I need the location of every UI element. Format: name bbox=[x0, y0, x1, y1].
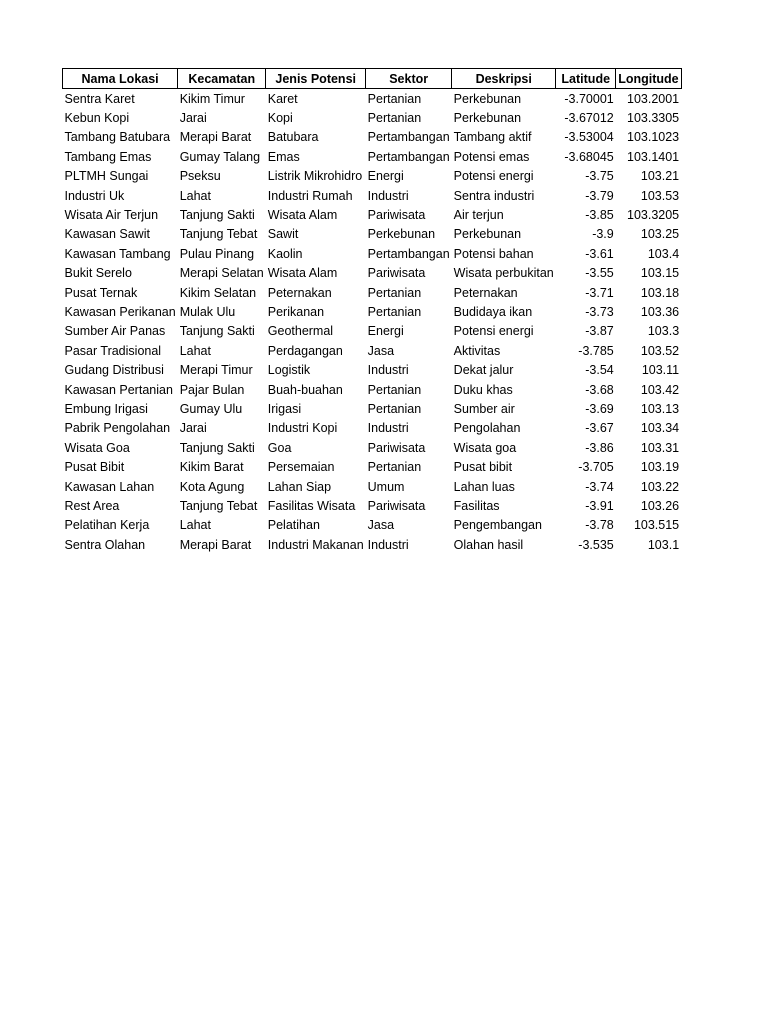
table-row bbox=[63, 399, 682, 418]
cell-latitude[interactable]: -3.69 bbox=[585, 401, 614, 416]
cell-latitude[interactable]: -3.74 bbox=[585, 479, 614, 494]
cell-longitude[interactable]: 103.21 bbox=[640, 169, 680, 184]
cell-jenis-potensi[interactable]: Batubara bbox=[267, 130, 319, 145]
table-row bbox=[63, 341, 682, 360]
cell-latitude[interactable]: -3.86 bbox=[585, 440, 614, 455]
cell-sektor[interactable]: Pertambangan bbox=[367, 246, 450, 261]
cell-longitude[interactable]: 103.1401 bbox=[627, 149, 680, 164]
header-nama-lokasi[interactable]: Nama Lokasi bbox=[63, 69, 178, 89]
cell-longitude[interactable]: 103.2001 bbox=[627, 91, 680, 106]
cell-kecamatan[interactable]: Merapi Selatan bbox=[179, 266, 264, 281]
cell-latitude[interactable]: -3.61 bbox=[585, 246, 614, 261]
cell-jenis-potensi[interactable]: Industri Makanan bbox=[267, 537, 364, 552]
cell-longitude[interactable]: 103.4 bbox=[647, 246, 680, 261]
cell-nama-lokasi[interactable]: Kawasan Tambang bbox=[64, 246, 171, 261]
table-row bbox=[63, 419, 682, 438]
cell-sektor[interactable]: Pertanian bbox=[367, 401, 422, 416]
cell-latitude[interactable]: -3.75 bbox=[585, 169, 614, 184]
cell-latitude[interactable]: -3.67 bbox=[585, 421, 614, 436]
cell-deskripsi[interactable]: Sentra industri bbox=[453, 188, 535, 203]
table-row bbox=[63, 167, 682, 186]
table-row bbox=[63, 89, 682, 109]
cell-sektor[interactable]: Pertanian bbox=[367, 285, 422, 300]
cell-nama-lokasi[interactable]: Sentra Karet bbox=[64, 91, 135, 106]
table-row bbox=[63, 108, 682, 127]
cell-deskripsi[interactable]: Potensi emas bbox=[453, 149, 530, 164]
cell-longitude[interactable]: 103.15 bbox=[640, 266, 680, 281]
table-row bbox=[63, 205, 682, 224]
cell-deskripsi[interactable]: Potensi bahan bbox=[453, 246, 534, 261]
cell-jenis-potensi[interactable]: Industri Kopi bbox=[267, 421, 338, 436]
cell-deskripsi[interactable]: Potensi energi bbox=[453, 169, 534, 184]
cell-kecamatan[interactable]: Gumay Ulu bbox=[179, 401, 243, 416]
cell-sektor[interactable]: Industri bbox=[367, 188, 409, 203]
header-deskripsi[interactable]: Deskripsi bbox=[452, 69, 556, 89]
cell-sektor[interactable]: Pertambangan bbox=[367, 130, 450, 145]
cell-nama-lokasi[interactable]: Sentra Olahan bbox=[64, 537, 146, 552]
cell-latitude[interactable]: -3.70001 bbox=[564, 91, 614, 106]
cell-deskripsi[interactable]: Budidaya ikan bbox=[453, 304, 533, 319]
cell-deskripsi[interactable]: Aktivitas bbox=[453, 343, 501, 358]
cell-longitude[interactable]: 103.36 bbox=[640, 304, 680, 319]
cell-kecamatan[interactable]: Pajar Bulan bbox=[179, 382, 245, 397]
table-row bbox=[63, 225, 682, 244]
cell-nama-lokasi[interactable]: Bukit Serelo bbox=[64, 266, 132, 281]
cell-nama-lokasi[interactable]: Kawasan Sawit bbox=[64, 227, 150, 242]
cell-kecamatan[interactable]: Kikim Barat bbox=[179, 460, 244, 475]
header-sektor[interactable]: Sektor bbox=[366, 69, 452, 89]
cell-nama-lokasi[interactable]: Tambang Emas bbox=[64, 149, 152, 164]
cell-nama-lokasi[interactable]: Pabrik Pengolahan bbox=[64, 421, 171, 436]
cell-kecamatan[interactable]: Gumay Talang bbox=[179, 149, 261, 164]
cell-longitude[interactable]: 103.26 bbox=[640, 498, 680, 513]
table-row bbox=[63, 380, 682, 399]
header-latitude[interactable]: Latitude bbox=[556, 69, 616, 89]
cell-jenis-potensi[interactable]: Industri Rumah bbox=[267, 188, 353, 203]
cell-sektor[interactable]: Energi bbox=[367, 324, 404, 339]
cell-longitude[interactable]: 103.25 bbox=[640, 227, 680, 242]
cell-sektor[interactable]: Pertanian bbox=[367, 460, 422, 475]
cell-sektor[interactable]: Pariwisata bbox=[367, 498, 426, 513]
cell-longitude[interactable]: 103.18 bbox=[640, 285, 680, 300]
cell-jenis-potensi[interactable]: Peternakan bbox=[267, 285, 332, 300]
cell-jenis-potensi[interactable]: Karet bbox=[267, 91, 298, 106]
cell-latitude[interactable]: -3.54 bbox=[585, 363, 614, 378]
cell-sektor[interactable]: Pertanian bbox=[367, 111, 422, 126]
cell-nama-lokasi[interactable]: Embung Irigasi bbox=[64, 401, 148, 416]
cell-jenis-potensi[interactable]: Pelatihan bbox=[267, 518, 320, 533]
cell-jenis-potensi[interactable]: Logistik bbox=[267, 363, 311, 378]
cell-deskripsi[interactable]: Perkebunan bbox=[453, 227, 522, 242]
table-row bbox=[63, 283, 682, 302]
cell-sektor[interactable]: Pertanian bbox=[367, 382, 422, 397]
cell-kecamatan[interactable]: Pseksu bbox=[179, 169, 221, 184]
cell-jenis-potensi[interactable]: Lahan Siap bbox=[267, 479, 332, 494]
cell-sektor[interactable]: Jasa bbox=[367, 518, 395, 533]
cell-longitude[interactable]: 103.34 bbox=[640, 421, 680, 436]
cell-jenis-potensi[interactable]: Kaolin bbox=[267, 246, 303, 261]
cell-kecamatan[interactable]: Kota Agung bbox=[179, 479, 245, 494]
cell-latitude[interactable]: -3.68045 bbox=[564, 149, 614, 164]
cell-longitude[interactable]: 103.31 bbox=[640, 440, 680, 455]
table-row bbox=[63, 264, 682, 283]
cell-longitude[interactable]: 103.42 bbox=[640, 382, 680, 397]
cell-latitude[interactable]: -3.55 bbox=[585, 266, 614, 281]
cell-jenis-potensi[interactable]: Sawit bbox=[267, 227, 299, 242]
cell-deskripsi[interactable]: Pengolahan bbox=[453, 421, 521, 436]
cell-latitude[interactable]: -3.67012 bbox=[564, 111, 614, 126]
table-row bbox=[63, 147, 682, 166]
cell-kecamatan[interactable]: Tanjung Sakti bbox=[179, 208, 255, 223]
cell-kecamatan[interactable]: Merapi Barat bbox=[179, 537, 252, 552]
cell-jenis-potensi[interactable]: Fasilitas Wisata bbox=[267, 498, 356, 513]
cell-longitude[interactable]: 103.19 bbox=[640, 460, 680, 475]
cell-kecamatan[interactable]: Mulak Ulu bbox=[179, 304, 236, 319]
cell-kecamatan[interactable]: Jarai bbox=[179, 111, 207, 126]
table-row bbox=[63, 496, 682, 515]
cell-deskripsi[interactable]: Pusat bibit bbox=[453, 460, 513, 475]
cell-sektor[interactable]: Industri bbox=[367, 537, 409, 552]
cell-latitude[interactable]: -3.87 bbox=[585, 324, 614, 339]
cell-sektor[interactable]: Umum bbox=[367, 479, 405, 494]
cell-deskripsi[interactable]: Air terjun bbox=[453, 208, 504, 223]
cell-sektor[interactable]: Perkebunan bbox=[367, 227, 436, 242]
cell-latitude[interactable]: -3.78 bbox=[585, 518, 614, 533]
table-row bbox=[63, 302, 682, 321]
cell-kecamatan[interactable]: Kikim Selatan bbox=[179, 285, 257, 300]
cell-kecamatan[interactable]: Kikim Timur bbox=[179, 91, 245, 106]
cell-longitude[interactable]: 103.13 bbox=[640, 401, 680, 416]
cell-sektor[interactable]: Pertambangan bbox=[367, 149, 450, 164]
cell-sektor[interactable]: Jasa bbox=[367, 343, 395, 358]
cell-deskripsi[interactable]: Duku khas bbox=[453, 382, 513, 397]
cell-jenis-potensi[interactable]: Wisata Alam bbox=[267, 266, 338, 281]
header-jenis-potensi[interactable]: Jenis Potensi bbox=[266, 69, 366, 89]
cell-latitude[interactable]: -3.79 bbox=[585, 188, 614, 203]
cell-sektor[interactable]: Energi bbox=[367, 169, 404, 184]
cell-kecamatan[interactable]: Merapi Timur bbox=[179, 363, 253, 378]
cell-nama-lokasi[interactable]: Wisata Goa bbox=[64, 440, 130, 455]
cell-kecamatan[interactable]: Lahat bbox=[179, 343, 211, 358]
table-row bbox=[63, 322, 682, 341]
cell-sektor[interactable]: Pariwisata bbox=[367, 440, 426, 455]
cell-latitude[interactable]: -3.785 bbox=[578, 343, 614, 358]
cell-nama-lokasi[interactable]: Sumber Air Panas bbox=[64, 324, 166, 339]
cell-kecamatan[interactable]: Tanjung Tebat bbox=[179, 498, 258, 513]
cell-latitude[interactable]: -3.9 bbox=[592, 227, 614, 242]
cell-nama-lokasi[interactable]: Pasar Tradisional bbox=[64, 343, 162, 358]
cell-nama-lokasi[interactable]: Kebun Kopi bbox=[64, 111, 130, 126]
cell-latitude[interactable]: -3.91 bbox=[585, 498, 614, 513]
cell-deskripsi[interactable]: Tambang aktif bbox=[453, 130, 532, 145]
cell-kecamatan[interactable]: Tanjung Tebat bbox=[179, 227, 258, 242]
cell-jenis-potensi[interactable]: Wisata Alam bbox=[267, 208, 338, 223]
cell-kecamatan[interactable]: Tanjung Sakti bbox=[179, 324, 255, 339]
cell-nama-lokasi[interactable]: Pusat Ternak bbox=[64, 285, 138, 300]
cell-nama-lokasi[interactable]: Kawasan Lahan bbox=[64, 479, 155, 494]
cell-jenis-potensi[interactable]: Goa bbox=[267, 440, 292, 455]
table-row bbox=[63, 477, 682, 496]
cell-nama-lokasi[interactable]: Kawasan Perikanan bbox=[64, 304, 176, 319]
cell-jenis-potensi[interactable]: Buah-buahan bbox=[267, 382, 343, 397]
cell-deskripsi[interactable]: Dekat jalur bbox=[453, 363, 514, 378]
cell-longitude[interactable]: 103.3 bbox=[647, 324, 680, 339]
cell-jenis-potensi[interactable]: Geothermal bbox=[267, 324, 334, 339]
cell-longitude[interactable]: 103.515 bbox=[633, 518, 680, 533]
cell-deskripsi[interactable]: Olahan hasil bbox=[453, 537, 524, 552]
cell-nama-lokasi[interactable]: Wisata Air Terjun bbox=[64, 208, 159, 223]
cell-kecamatan[interactable]: Pulau Pinang bbox=[179, 246, 255, 261]
cell-sektor[interactable]: Pertanian bbox=[367, 304, 422, 319]
table-row bbox=[63, 244, 682, 263]
cell-nama-lokasi[interactable]: Rest Area bbox=[64, 498, 120, 513]
cell-latitude[interactable]: -3.85 bbox=[585, 208, 614, 223]
table-row bbox=[63, 186, 682, 205]
cell-kecamatan[interactable]: Merapi Barat bbox=[179, 130, 252, 145]
cell-nama-lokasi[interactable]: Kawasan Pertanian bbox=[64, 382, 173, 397]
table-row bbox=[63, 128, 682, 147]
cell-nama-lokasi[interactable]: Pusat Bibit bbox=[64, 460, 125, 475]
cell-jenis-potensi[interactable]: Persemaian bbox=[267, 460, 335, 475]
cell-deskripsi[interactable]: Potensi energi bbox=[453, 324, 534, 339]
cell-latitude[interactable]: -3.53004 bbox=[564, 130, 614, 145]
cell-latitude[interactable]: -3.71 bbox=[585, 285, 614, 300]
cell-nama-lokasi[interactable]: Gudang Distribusi bbox=[64, 363, 164, 378]
header-longitude[interactable]: Longitude bbox=[616, 69, 681, 89]
cell-deskripsi[interactable]: Sumber air bbox=[453, 401, 515, 416]
cell-jenis-potensi[interactable]: Kopi bbox=[267, 111, 293, 126]
cell-deskripsi[interactable]: Peternakan bbox=[453, 285, 518, 300]
cell-deskripsi[interactable]: Perkebunan bbox=[453, 91, 522, 106]
cell-kecamatan[interactable]: Lahat bbox=[179, 188, 211, 203]
cell-latitude[interactable]: -3.68 bbox=[585, 382, 614, 397]
cell-longitude[interactable]: 103.1023 bbox=[627, 130, 680, 145]
cell-latitude[interactable]: -3.705 bbox=[578, 460, 614, 475]
cell-longitude[interactable]: 103.53 bbox=[640, 188, 680, 203]
cell-deskripsi[interactable]: Pengembangan bbox=[453, 518, 542, 533]
cell-nama-lokasi[interactable]: Industri Uk bbox=[64, 188, 125, 203]
cell-kecamatan[interactable]: Jarai bbox=[179, 421, 207, 436]
cell-kecamatan[interactable]: Lahat bbox=[179, 518, 211, 533]
cell-longitude[interactable]: 103.52 bbox=[640, 343, 680, 358]
table-row bbox=[63, 438, 682, 457]
cell-sektor[interactable]: Pariwisata bbox=[367, 208, 426, 223]
cell-deskripsi[interactable]: Wisata perbukitan bbox=[453, 266, 554, 281]
table-row bbox=[63, 516, 682, 535]
cell-kecamatan[interactable]: Tanjung Sakti bbox=[179, 440, 255, 455]
cell-sektor[interactable]: Pertanian bbox=[367, 91, 422, 106]
cell-jenis-potensi[interactable]: Irigasi bbox=[267, 401, 302, 416]
cell-jenis-potensi[interactable]: Emas bbox=[267, 149, 300, 164]
cell-longitude[interactable]: 103.11 bbox=[641, 363, 680, 378]
cell-sektor[interactable]: Pariwisata bbox=[367, 266, 426, 281]
header-row bbox=[63, 69, 682, 89]
cell-deskripsi[interactable]: Lahan luas bbox=[453, 479, 515, 494]
cell-longitude[interactable]: 103.3305 bbox=[627, 111, 680, 126]
table-row bbox=[63, 360, 682, 379]
table-row bbox=[63, 457, 682, 476]
cell-sektor[interactable]: Industri bbox=[367, 421, 409, 436]
cell-deskripsi[interactable]: Wisata goa bbox=[453, 440, 517, 455]
cell-longitude[interactable]: 103.1 bbox=[647, 537, 680, 552]
cell-sektor[interactable]: Industri bbox=[367, 363, 409, 378]
spreadsheet-table bbox=[62, 68, 682, 554]
cell-jenis-potensi[interactable]: Listrik Mikrohidro bbox=[267, 169, 363, 184]
cell-nama-lokasi[interactable]: PLTMH Sungai bbox=[64, 169, 149, 184]
table-row bbox=[63, 535, 682, 554]
table-body bbox=[63, 89, 682, 555]
cell-deskripsi[interactable]: Perkebunan bbox=[453, 111, 522, 126]
cell-jenis-potensi[interactable]: Perdagangan bbox=[267, 343, 343, 358]
cell-latitude[interactable]: -3.535 bbox=[578, 537, 614, 552]
cell-deskripsi[interactable]: Fasilitas bbox=[453, 498, 500, 513]
cell-nama-lokasi[interactable]: Tambang Batubara bbox=[64, 130, 171, 145]
cell-nama-lokasi[interactable]: Pelatihan Kerja bbox=[64, 518, 150, 533]
cell-longitude[interactable]: 103.3205 bbox=[627, 208, 680, 223]
cell-latitude[interactable]: -3.73 bbox=[585, 304, 614, 319]
cell-jenis-potensi[interactable]: Perikanan bbox=[267, 304, 325, 319]
cell-longitude[interactable]: 103.22 bbox=[640, 479, 680, 494]
header-kecamatan[interactable]: Kecamatan bbox=[178, 69, 266, 89]
